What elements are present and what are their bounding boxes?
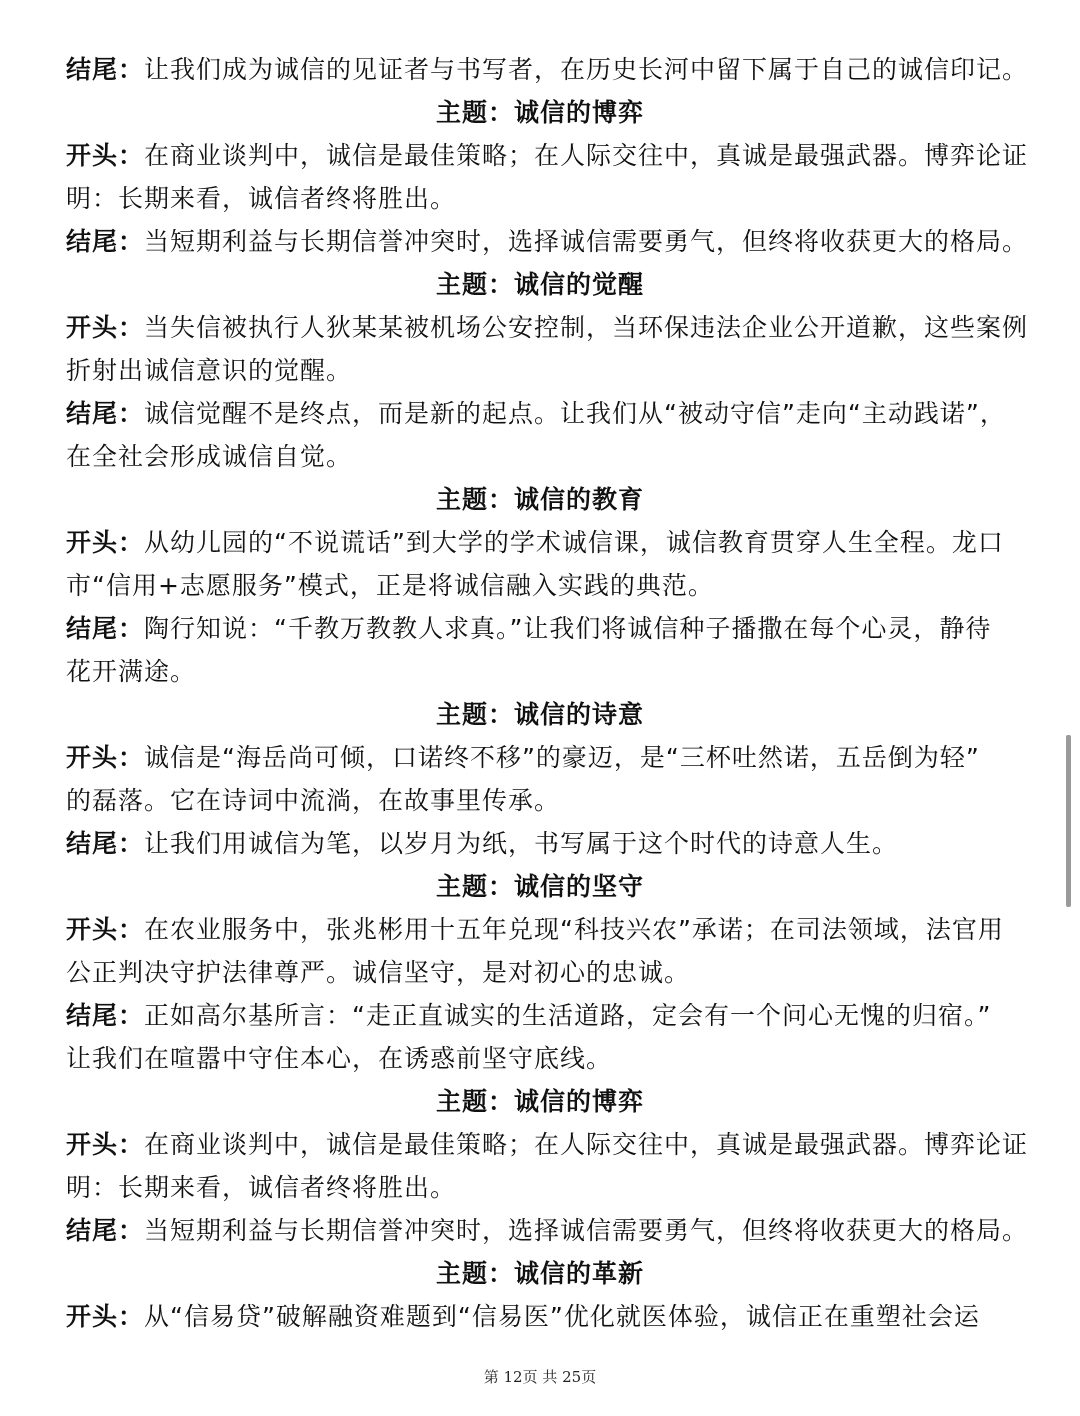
paragraph-line: [66, 1295, 1014, 1338]
opening-label: 开头：: [66, 1302, 145, 1331]
paragraph-line: [66, 564, 1014, 607]
paragraph-line: [66, 134, 1029, 177]
ending-paragraph: [66, 822, 1014, 865]
paragraph-text: 折射出诚信意识的觉醒。: [66, 356, 353, 385]
opening-paragraph: [66, 1295, 1014, 1338]
paragraph-text: 正如高尔基所言：“走正直诚实的生活道路，定会有一个问心无愧的归宿。”: [144, 1001, 992, 1030]
paragraph-line: [66, 994, 1014, 1037]
theme-heading: 主题：诚信的博弈: [435, 1087, 644, 1116]
paragraph-line: [66, 48, 1029, 91]
paragraph-text: 让我们在喧嚣中守住本心，在诱惑前坚守底线。: [66, 1044, 613, 1073]
paragraph-line: [66, 607, 1014, 650]
paragraph-text: 在农业服务中，张兆彬用十五年兑现“科技兴农”承诺；在司法领域，法官用: [144, 915, 1004, 944]
theme-heading: 主题：诚信的诗意: [435, 700, 644, 729]
paragraph-line: [66, 392, 1014, 435]
paragraph-text: 的磊落。它在诗词中流淌，在故事里传承。: [66, 786, 561, 815]
paragraph-text: 让我们用诚信为笔，以岁月为纸，书写属于这个时代的诗意人生。: [144, 829, 899, 858]
ending-paragraph: [66, 994, 1014, 1080]
paragraph-text: 在全社会形成诚信自觉。: [66, 442, 353, 471]
opening-paragraph: [66, 521, 1014, 607]
page-number-footer: 第 12页 共 25页: [483, 1368, 597, 1386]
paragraph-line: [66, 220, 1029, 263]
ending-paragraph: [66, 392, 1014, 478]
ending-paragraph: [66, 220, 1029, 263]
theme-heading: 主题：诚信的教育: [435, 485, 644, 514]
paragraph-line: [66, 1166, 1014, 1209]
ending-label: 结尾：: [66, 227, 145, 256]
opening-paragraph: [66, 134, 1029, 220]
paragraph-text: 从幼儿园的“不说谎话”到大学的学术诚信课，诚信教育贯穿人生全程。龙口: [144, 528, 1004, 557]
theme-heading: 主题：诚信的坚守: [435, 872, 644, 901]
ending-label: 结尾：: [66, 55, 145, 84]
ending-paragraph: [66, 48, 1029, 91]
paragraph-line: [66, 1209, 1029, 1252]
opening-label: 开头：: [66, 915, 145, 944]
ending-label: 结尾：: [66, 399, 145, 428]
opening-label: 开头：: [66, 1130, 145, 1159]
ending-paragraph: [66, 1209, 1029, 1252]
paragraph-text: 在商业谈判中，诚信是最佳策略；在人际交往中，真诚是最强武器。博弈论证: [144, 141, 1029, 170]
theme-heading: 主题：诚信的博弈: [435, 98, 644, 127]
paragraph-text: 花开满途。: [66, 657, 197, 686]
paragraph-text: 让我们成为诚信的见证者与书写者，在历史长河中留下属于自己的诚信印记。: [144, 55, 1029, 84]
opening-paragraph: [66, 908, 1014, 994]
paragraph-line: [66, 177, 1014, 220]
paragraph-text: 市“信用+志愿服务”模式，正是将诚信融入实践的典范。: [66, 571, 714, 600]
paragraph-line: [66, 521, 1014, 564]
paragraph-line: [66, 822, 1014, 865]
paragraph-text: 公正判决守护法律尊严。诚信坚守，是对初心的忠诚。: [66, 958, 691, 987]
theme-heading: 主题：诚信的革新: [435, 1259, 644, 1288]
paragraph-text: 明：长期来看，诚信者终将胜出。: [66, 1173, 457, 1202]
paragraph-text: 当短期利益与长期信誉冲突时，选择诚信需要勇气，但终将收获更大的格局。: [144, 227, 1029, 256]
paragraph-text: 在商业谈判中，诚信是最佳策略；在人际交往中，真诚是最强武器。博弈论证: [144, 1130, 1029, 1159]
paragraph-text: 当短期利益与长期信誉冲突时，选择诚信需要勇气，但终将收获更大的格局。: [144, 1216, 1029, 1245]
paragraph-line: [66, 779, 1014, 822]
paragraph-text: 诚信觉醒不是终点，而是新的起点。让我们从“被动守信”走向“主动践诺”，: [144, 399, 1006, 428]
opening-paragraph: [66, 1123, 1029, 1209]
paragraph-text: 从“信易贷”破解融资难题到“信易医”优化就医体验，诚信正在重塑社会运: [144, 1302, 980, 1331]
paragraph-line: [66, 736, 1014, 779]
paragraph-line: [66, 349, 1014, 392]
paragraph-text: 当失信被执行人狄某某被机场公安控制，当环保违法企业公开道歉，这些案例: [144, 313, 1029, 342]
ending-label: 结尾：: [66, 1216, 145, 1245]
paragraph-line: [66, 1123, 1029, 1166]
opening-label: 开头：: [66, 743, 145, 772]
paragraph-text: 诚信是“海岳尚可倾，口诺终不移”的豪迈，是“三杯吐然诺，五岳倒为轻”: [144, 743, 980, 772]
paragraph-line: [66, 306, 1029, 349]
scrollbar-thumb[interactable]: [1066, 735, 1071, 907]
ending-label: 结尾：: [66, 1001, 145, 1030]
opening-label: 开头：: [66, 141, 145, 170]
opening-paragraph: [66, 306, 1029, 392]
ending-label: 结尾：: [66, 829, 145, 858]
opening-paragraph: [66, 736, 1014, 822]
paragraph-line: [66, 435, 1014, 478]
paragraph-line: [66, 908, 1014, 951]
theme-heading: 主题：诚信的觉醒: [435, 270, 644, 299]
paragraph-text: 明：长期来看，诚信者终将胜出。: [66, 184, 457, 213]
paragraph-line: [66, 951, 1014, 994]
document-body: [66, 48, 1029, 1338]
paragraph-text: 陶行知说：“千教万教教人求真。”让我们将诚信种子播撒在每个心灵，静待: [144, 614, 992, 643]
paragraph-line: [66, 650, 1014, 693]
paragraph-line: [66, 1037, 1014, 1080]
opening-label: 开头：: [66, 528, 145, 557]
ending-paragraph: [66, 607, 1014, 693]
ending-label: 结尾：: [66, 614, 145, 643]
opening-label: 开头：: [66, 313, 145, 342]
